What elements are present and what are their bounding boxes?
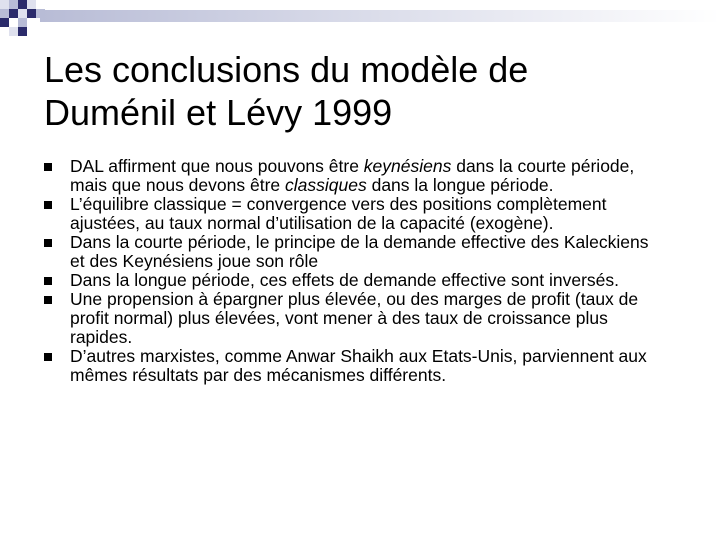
square-bullet-icon <box>44 296 52 304</box>
bullet-item <box>44 233 664 271</box>
slide-title <box>44 48 684 134</box>
bullet-item <box>44 271 664 290</box>
bullet-item <box>44 290 664 347</box>
bullet-item <box>44 157 664 195</box>
bullet-text-part: Une propension à épargner plus élevée, ou des marges de profit (taux de profit normal) plus élevées, vont mener à des taux de croissance plus rapides. <box>70 289 639 347</box>
bullet-text-part: Dans la courte période, le principe de la demande effective des Kaleckiens et des Keynésiens joue son rôle <box>70 232 649 271</box>
bullet-list <box>44 157 664 385</box>
bullet-text-part: dans la courte période, mais que nous devons être <box>70 156 635 195</box>
slide-title-line2: Duménil et Lévy 1999 <box>44 92 393 133</box>
bullet-text-italic: classiques <box>285 175 367 195</box>
square-bullet-icon <box>44 277 52 285</box>
bullet-text-part: dans la longue période. <box>366 175 554 195</box>
square-bullet-icon <box>44 353 52 361</box>
bullet-item <box>44 195 664 233</box>
bullet-text <box>70 346 647 385</box>
square-bullet-icon <box>44 163 52 171</box>
bullet-text <box>70 270 619 290</box>
bullet-text <box>70 232 649 271</box>
bullet-text <box>70 194 606 233</box>
slide-title-line1: Les conclusions du modèle de <box>44 49 529 90</box>
bullet-text-part: DAL affirment que nous pouvons être <box>70 156 364 176</box>
bullet-text-italic: keynésiens <box>363 156 452 176</box>
bullet-text-part: Dans la longue période, ces effets de demande effective sont inversés. <box>70 270 620 290</box>
bullet-text <box>70 289 638 347</box>
bullet-text-part: D’autres marxistes, comme Anwar Shaikh aux Etats-Unis, parviennent aux mêmes résultats par des mécanismes différents. <box>70 346 647 385</box>
square-bullet-icon <box>44 239 52 247</box>
bullet-item <box>44 347 664 385</box>
square-bullet-icon <box>44 201 52 209</box>
bullet-text-part: L’équilibre classique = convergence vers des positions complètement ajustées, au taux normal d’utilisation de la capacité (exogène). <box>70 194 607 233</box>
bullet-text <box>70 156 634 195</box>
